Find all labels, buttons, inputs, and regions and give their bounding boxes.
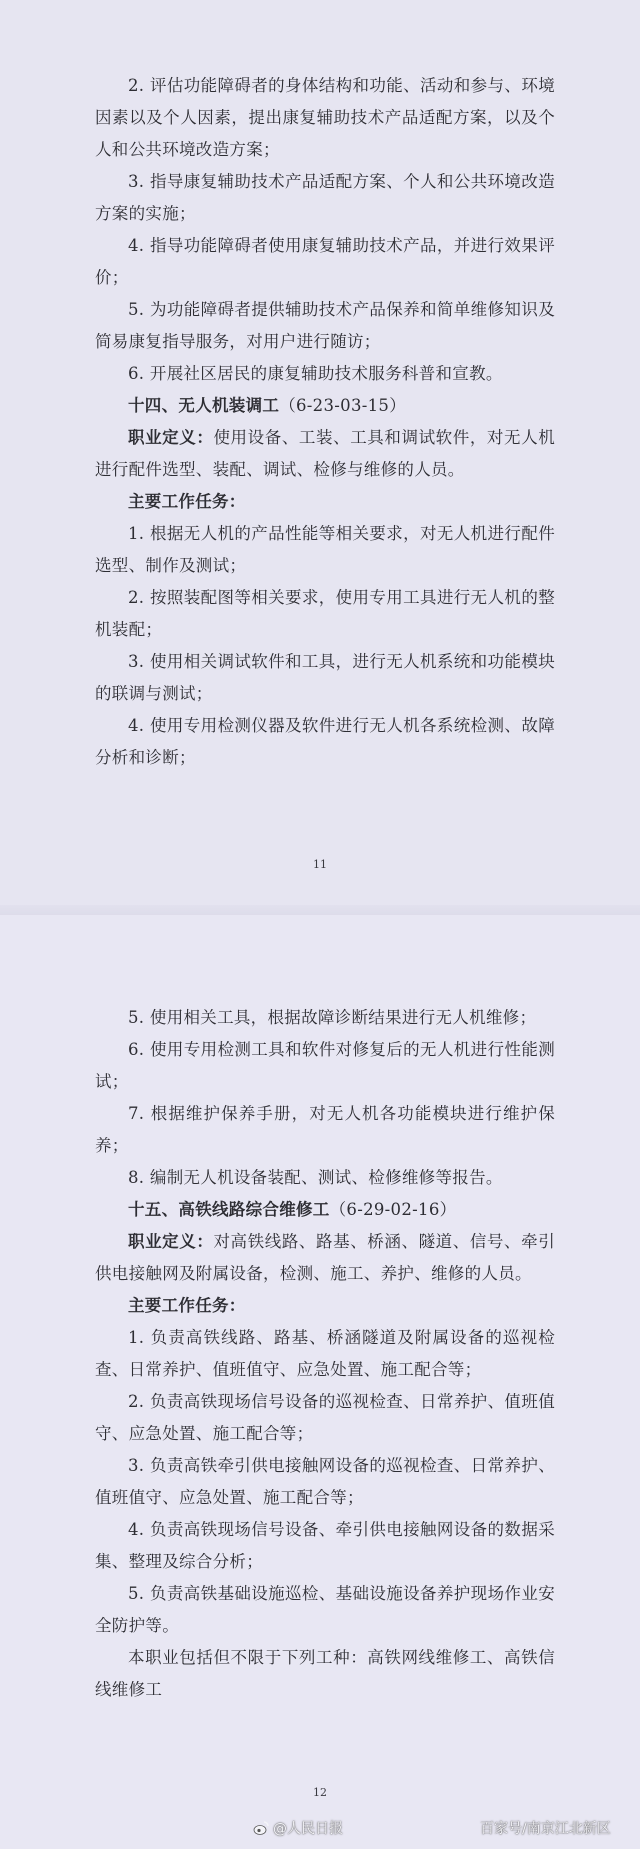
task-item: 1. 根据无人机的产品性能等相关要求，对无人机进行配件选型、制作及测试； bbox=[95, 524, 555, 575]
document-page-2 bbox=[0, 915, 640, 1849]
task-item: 2. 负责高铁现场信号设备的巡视检查、日常养护、值班值守、应急处置、施工配合等； bbox=[95, 1392, 555, 1443]
paragraph: 2. 评估功能障碍者的身体结构和功能、活动和参与、环境因素以及个人因素，提出康复辅助技术产品适配方案，以及个人和公共环境改造方案； bbox=[95, 76, 555, 159]
watermark-left-text: @人民日报 bbox=[273, 1821, 343, 1837]
tasks-label: 主要工作任务： bbox=[128, 492, 246, 511]
page-number: 11 bbox=[313, 858, 327, 871]
section-heading bbox=[95, 1194, 555, 1226]
tasks-label: 主要工作任务： bbox=[128, 1296, 246, 1315]
task-item: 3. 负责高铁牵引供电接触网设备的巡视检查、日常养护、值班值守、应急处置、施工配合等； bbox=[95, 1456, 555, 1507]
task-item: 5. 使用相关工具，根据故障诊断结果进行无人机维修； bbox=[128, 1008, 537, 1027]
page-2-content bbox=[95, 1002, 555, 1706]
task-item: 8. 编制无人机设备装配、测试、检修维修等报告。 bbox=[128, 1168, 503, 1187]
task-item: 3. 使用相关调试软件和工具，进行无人机系统和功能模块的联调与测试； bbox=[95, 652, 555, 703]
definition-label: 职业定义： bbox=[128, 1232, 214, 1251]
paragraph: 5. 为功能障碍者提供辅助技术产品保养和简单维修知识及简易康复指导服务，对用户进行随访； bbox=[95, 300, 555, 351]
section-heading bbox=[95, 390, 555, 422]
section-code: （6-29-02-16） bbox=[329, 1200, 457, 1219]
task-item: 6. 使用专用检测工具和软件对修复后的无人机进行性能测试； bbox=[95, 1040, 555, 1091]
task-item: 1. 负责高铁线路、路基、桥涵隧道及附属设备的巡视检查、日常养护、值班值守、应急处置、施工配合等； bbox=[95, 1328, 555, 1379]
section-title: 十五、高铁线路综合维修工 bbox=[128, 1200, 330, 1219]
definition-label: 职业定义： bbox=[128, 428, 214, 447]
definition-paragraph bbox=[95, 422, 555, 486]
task-item: 7. 根据维护保养手册，对无人机各功能模块进行维护保养； bbox=[95, 1104, 555, 1155]
document-page-1 bbox=[0, 0, 640, 915]
section-title: 十四、无人机装调工 bbox=[128, 396, 280, 415]
watermark-baijiahao bbox=[480, 1816, 611, 1840]
task-item: 4. 使用专用检测仪器及软件进行无人机各系统检测、故障分析和诊断； bbox=[95, 716, 555, 767]
page-1-content bbox=[95, 70, 555, 774]
paragraph: 3. 指导康复辅助技术产品适配方案、个人和公共环境改造方案的实施； bbox=[95, 172, 555, 223]
task-item: 2. 按照装配图等相关要求，使用专用工具进行无人机的整机装配； bbox=[95, 588, 555, 639]
task-item: 5. 负责高铁基础设施巡检、基础设施设备养护现场作业安全防护等。 bbox=[95, 1584, 555, 1635]
page-number: 12 bbox=[313, 1786, 327, 1799]
paragraph: 4. 指导功能障碍者使用康复辅助技术产品，并进行效果评价； bbox=[95, 236, 555, 287]
section-code: （6-23-03-15） bbox=[279, 396, 407, 415]
definition-text: 对高铁线路、路基、桥涵、隧道、信号、牵引供电接触网及附属设备，检测、施工、养护、维修的人员。 bbox=[95, 1232, 556, 1283]
task-item: 4. 负责高铁现场信号设备、牵引供电接触网设备的数据采集、整理及综合分析； bbox=[95, 1520, 555, 1571]
watermark-right-text: 百家号/南京江北新区 bbox=[480, 1821, 611, 1837]
weibo-logo-icon bbox=[253, 1820, 269, 1836]
watermark-people-daily bbox=[253, 1816, 343, 1840]
definition-text: 使用设备、工装、工具和调试软件，对无人机进行配件选型、装配、调试、检修与维修的人员。 bbox=[95, 428, 556, 479]
definition-paragraph bbox=[95, 1226, 555, 1290]
closing-paragraph: 本职业包括但不限于下列工种：高铁网线维修工、高铁信线维修工 bbox=[95, 1648, 555, 1699]
paragraph: 6. 开展社区居民的康复辅助技术服务科普和宣教。 bbox=[128, 364, 503, 383]
